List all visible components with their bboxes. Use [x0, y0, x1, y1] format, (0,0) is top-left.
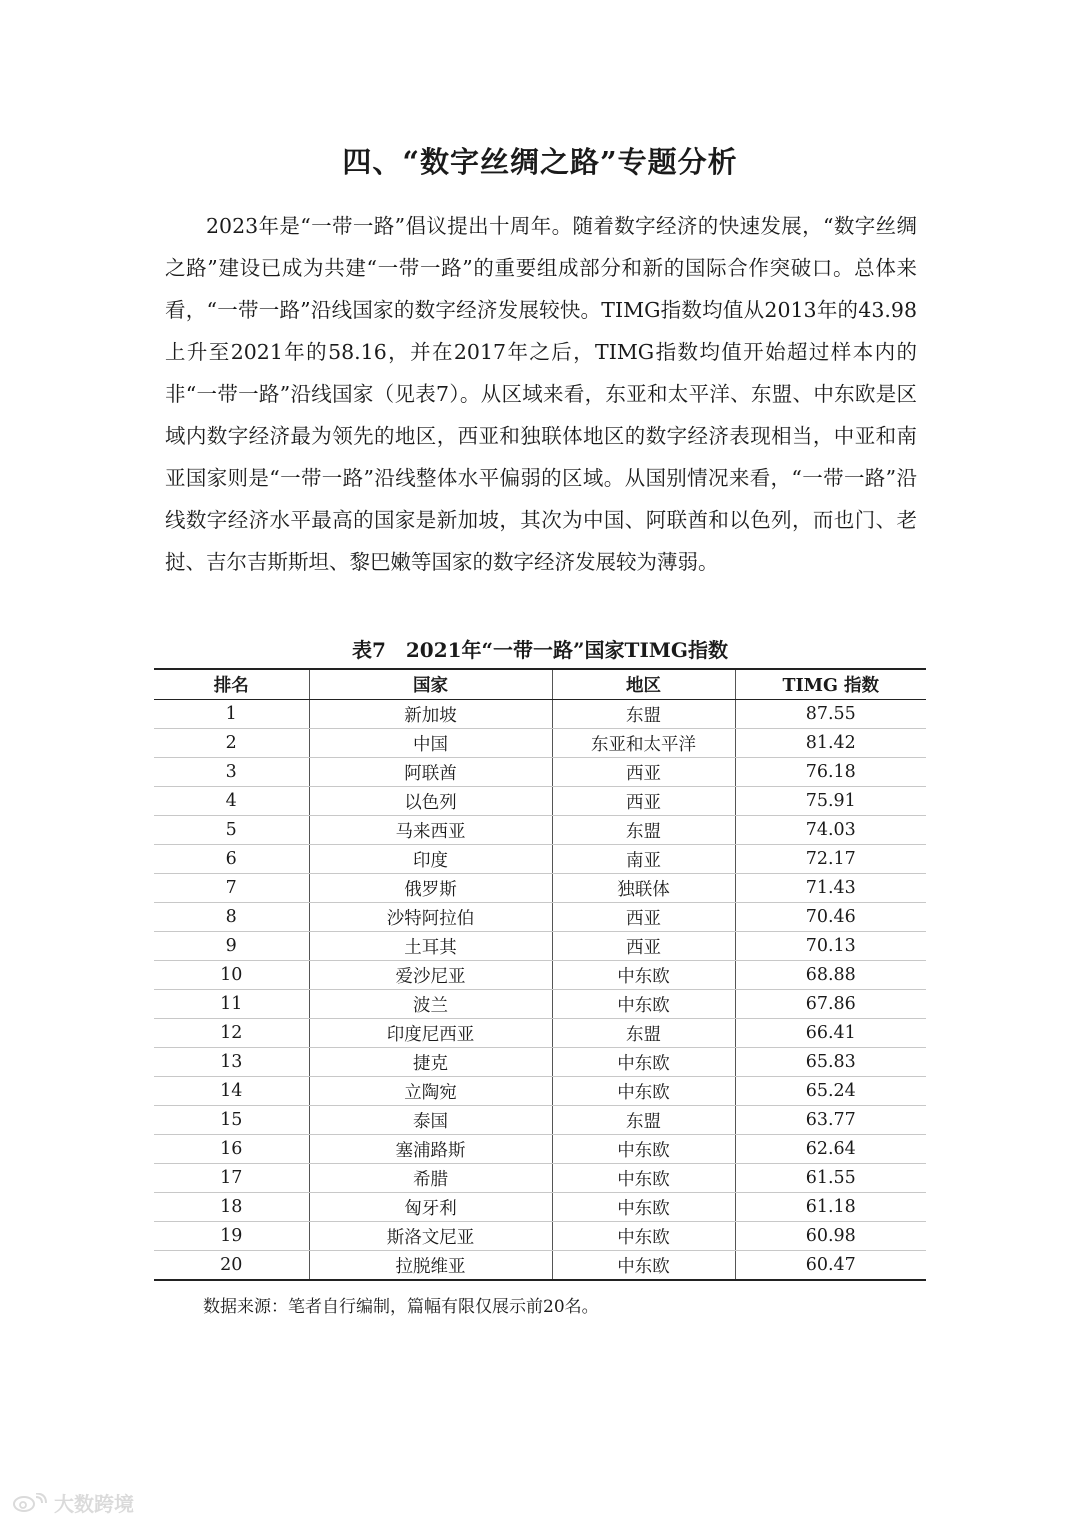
table-row	[154, 787, 926, 816]
cell-country: 沙特阿拉伯	[309, 903, 552, 932]
table-row	[154, 758, 926, 787]
cell-rank: 13	[154, 1048, 309, 1077]
table-row	[154, 1222, 926, 1251]
cell-region: 西亚	[552, 932, 735, 961]
cell-index: 72.17	[735, 845, 926, 874]
cell-rank: 5	[154, 816, 309, 845]
cell-region: 独联体	[552, 874, 735, 903]
cell-rank: 9	[154, 932, 309, 961]
table-row	[154, 816, 926, 845]
cell-country: 塞浦路斯	[309, 1135, 552, 1164]
table-row	[154, 729, 926, 758]
cell-region: 东盟	[552, 700, 735, 729]
cell-index: 74.03	[735, 816, 926, 845]
cell-country: 印度尼西亚	[309, 1019, 552, 1048]
cell-region: 中东欧	[552, 1077, 735, 1106]
table-row	[154, 700, 926, 729]
cell-region: 南亚	[552, 845, 735, 874]
cell-region: 中东欧	[552, 990, 735, 1019]
cell-index: 60.98	[735, 1222, 926, 1251]
cell-rank: 17	[154, 1164, 309, 1193]
cell-country: 印度	[309, 845, 552, 874]
table-row	[154, 1019, 926, 1048]
cell-region: 中东欧	[552, 1048, 735, 1077]
cell-country: 中国	[309, 729, 552, 758]
cell-rank: 7	[154, 874, 309, 903]
watermark-text: 大数跨境	[54, 1492, 134, 1516]
table-body	[154, 700, 926, 1281]
cell-region: 中东欧	[552, 1222, 735, 1251]
cell-rank: 15	[154, 1106, 309, 1135]
table-row	[154, 961, 926, 990]
cell-rank: 12	[154, 1019, 309, 1048]
table-row	[154, 1077, 926, 1106]
cell-index: 76.18	[735, 758, 926, 787]
cell-index: 61.18	[735, 1193, 926, 1222]
cell-rank: 19	[154, 1222, 309, 1251]
cell-index: 67.86	[735, 990, 926, 1019]
cell-country: 泰国	[309, 1106, 552, 1135]
cell-region: 西亚	[552, 787, 735, 816]
cell-index: 70.46	[735, 903, 926, 932]
cell-index: 68.88	[735, 961, 926, 990]
cell-country: 以色列	[309, 787, 552, 816]
cell-rank: 8	[154, 903, 309, 932]
cell-index: 81.42	[735, 729, 926, 758]
cell-region: 东亚和太平洋	[552, 729, 735, 758]
cell-country: 波兰	[309, 990, 552, 1019]
weibo-logo-icon	[12, 1493, 48, 1513]
timg-index-table	[154, 668, 926, 1281]
cell-country: 拉脱维亚	[309, 1251, 552, 1281]
header-rank: 排名	[154, 669, 309, 700]
table-row	[154, 1048, 926, 1077]
cell-region: 东盟	[552, 1106, 735, 1135]
cell-country: 阿联酋	[309, 758, 552, 787]
header-index: TIMG 指数	[735, 669, 926, 700]
cell-rank: 14	[154, 1077, 309, 1106]
cell-country: 匈牙利	[309, 1193, 552, 1222]
cell-country: 斯洛文尼亚	[309, 1222, 552, 1251]
watermark	[12, 1488, 134, 1517]
cell-index: 75.91	[735, 787, 926, 816]
cell-region: 东盟	[552, 1019, 735, 1048]
table-header-row	[154, 669, 926, 700]
table-row	[154, 1164, 926, 1193]
cell-country: 爱沙尼亚	[309, 961, 552, 990]
cell-country: 土耳其	[309, 932, 552, 961]
cell-rank: 11	[154, 990, 309, 1019]
cell-index: 65.83	[735, 1048, 926, 1077]
cell-country: 立陶宛	[309, 1077, 552, 1106]
cell-rank: 6	[154, 845, 309, 874]
cell-region: 西亚	[552, 903, 735, 932]
table-row	[154, 903, 926, 932]
cell-region: 中东欧	[552, 961, 735, 990]
cell-country: 希腊	[309, 1164, 552, 1193]
body-paragraph: 2023年是“一带一路”倡议提出十周年。随着数字经济的快速发展，“数字丝绸之路”建设已成为共建“一带一路”的重要组成部分和新的国际合作突破口。总体来看，“一带一路”沿线国家的数字经济发展较快。TIMG指数均值从2013年的43.98上升至2021年的58.16，并在2017年之后，TIMG指数均值开始超过样本内的非“一带一路”沿线国家（见表7）。从区域来看，东亚和太平洋、东盟、中东欧是区域内数字经济最为领先的地区，西亚和独联体地区的数字经济表现相当，中亚和南亚国家则是“一带一路”沿线整体水平偏弱的区域。从国别情况来看，“一带一路”沿线数字经济水平最高的国家是新加坡，其次为中国、阿联酋和以色列，而也门、老挝、吉尔吉斯斯坦、黎巴嫩等国家的数字经济发展较为薄弱。	[165, 214, 917, 574]
cell-rank: 4	[154, 787, 309, 816]
cell-index: 70.13	[735, 932, 926, 961]
header-country: 国家	[309, 669, 552, 700]
cell-country: 捷克	[309, 1048, 552, 1077]
cell-index: 71.43	[735, 874, 926, 903]
cell-rank: 2	[154, 729, 309, 758]
cell-index: 87.55	[735, 700, 926, 729]
cell-rank: 1	[154, 700, 309, 729]
cell-country: 马来西亚	[309, 816, 552, 845]
cell-index: 60.47	[735, 1251, 926, 1281]
cell-index: 63.77	[735, 1106, 926, 1135]
table-row	[154, 1193, 926, 1222]
cell-rank: 20	[154, 1251, 309, 1281]
cell-country: 俄罗斯	[309, 874, 552, 903]
table-row	[154, 845, 926, 874]
section-heading: 四、“数字丝绸之路”专题分析	[342, 145, 738, 179]
table-row	[154, 990, 926, 1019]
cell-country: 新加坡	[309, 700, 552, 729]
cell-index: 66.41	[735, 1019, 926, 1048]
table-row	[154, 874, 926, 903]
cell-index: 62.64	[735, 1135, 926, 1164]
cell-region: 中东欧	[552, 1251, 735, 1281]
table-row	[154, 1251, 926, 1281]
cell-region: 西亚	[552, 758, 735, 787]
cell-region: 中东欧	[552, 1193, 735, 1222]
cell-index: 65.24	[735, 1077, 926, 1106]
table-row	[154, 1106, 926, 1135]
cell-index: 61.55	[735, 1164, 926, 1193]
table-row	[154, 932, 926, 961]
cell-region: 东盟	[552, 816, 735, 845]
table-caption: 表7 2021年“一带一路”国家TIMG指数	[351, 638, 729, 662]
table-row	[154, 1135, 926, 1164]
cell-rank: 16	[154, 1135, 309, 1164]
header-region: 地区	[552, 669, 735, 700]
cell-rank: 3	[154, 758, 309, 787]
cell-region: 中东欧	[552, 1135, 735, 1164]
cell-rank: 18	[154, 1193, 309, 1222]
cell-region: 中东欧	[552, 1164, 735, 1193]
source-note: 数据来源：笔者自行编制，篇幅有限仅展示前20名。	[203, 1297, 599, 1317]
cell-rank: 10	[154, 961, 309, 990]
